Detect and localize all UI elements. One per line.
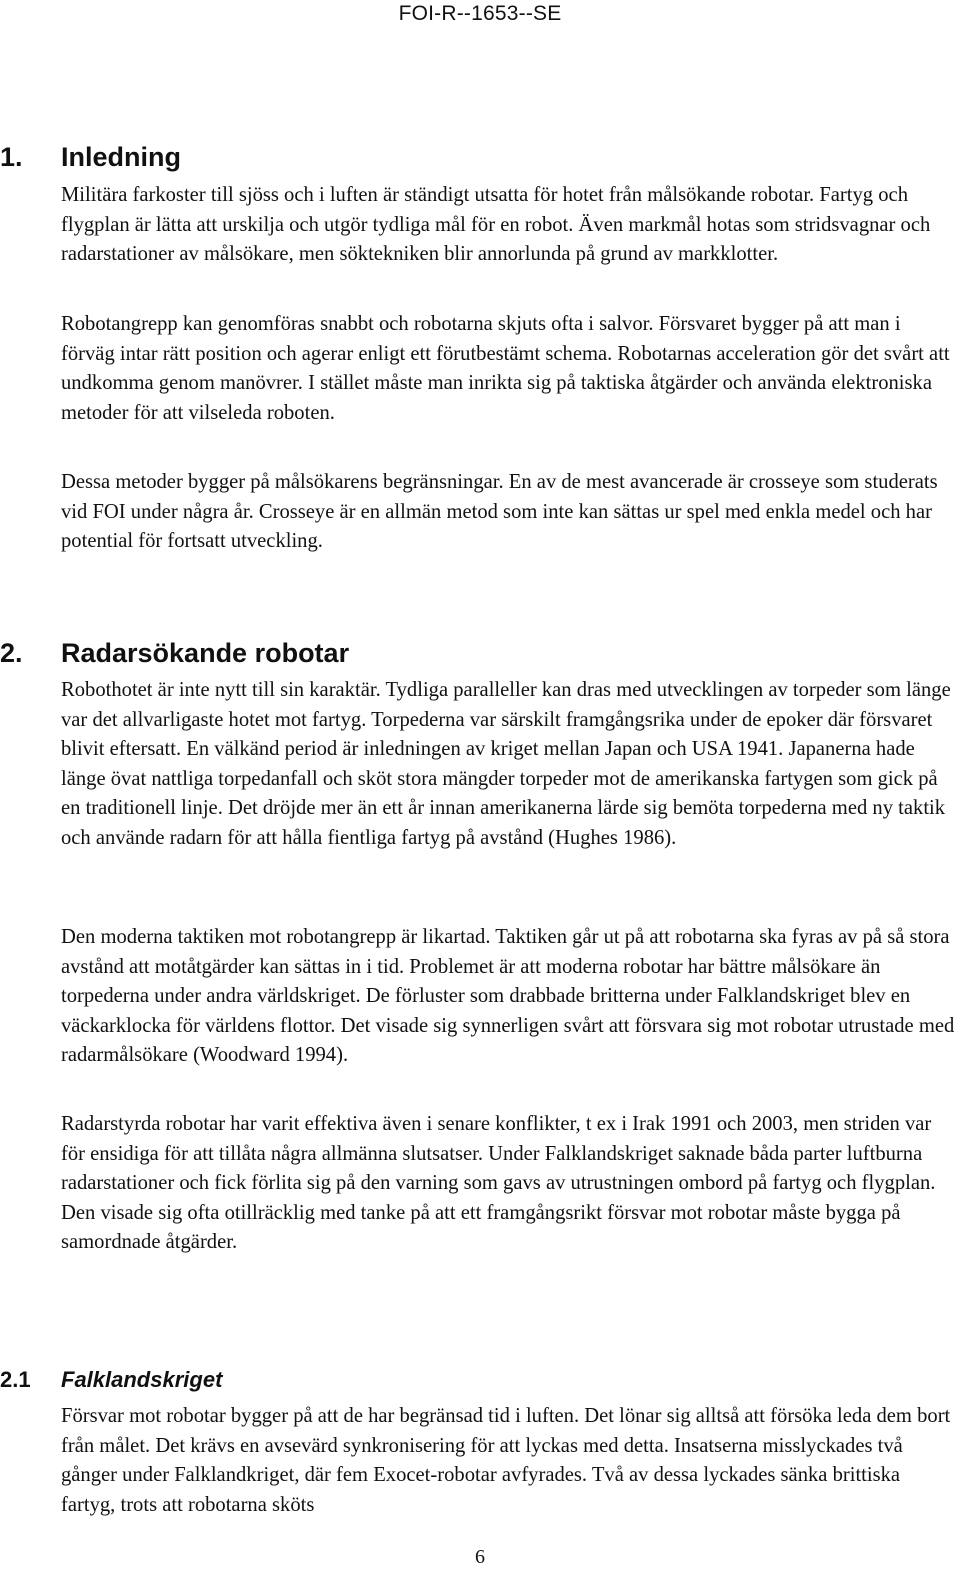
section-number: 2. (0, 638, 23, 668)
paragraph: Militära farkoster till sjöss och i luften är ständigt utsatta för hotet från målsökande robotar. Fartyg och flygplan är lätta att urskilja och utgör tydliga mål för en robot. Även markmål hotas som stridsvagnar och radarstationer av målsökare, men söktekniken blir annorlunda på grund av markklotter. (61, 184, 931, 265)
subsection-title: Falklandskriget (61, 1367, 223, 1392)
subsection-number: 2.1 (0, 1367, 31, 1392)
paragraph: Den moderna taktiken mot robotangrepp är likartad. Taktiken går ut på att robotarna ska fyras av på så stora avstånd att motåtgärder kan sättas in i tid. Problemet är att moderna robotar har bättre målsökare än torpederna under andra världskriget. De förluster som drabbade britterna under Falklandskriget blev en väckarklocka för världens flottor. Det visade sig synnerligen svårt att försvara sig mot robotar utrustade med radarmålsökare (Woodward 1994). (61, 926, 955, 1066)
section-title: Inledning (61, 142, 181, 172)
paragraph: Radarstyrda robotar har varit effektiva även i senare konflikter, t ex i Irak 1991 och 2003, men striden var för ensidiga för att tillåta några allmänna slutsatser. Under Falklandskriget saknade båda parter luftburna radarstationer och fick förlita sig på den varning som gavs av utrustningen ombord på fartyg och flygplan. Den visade sig ofta otillräcklig med tanke på att ett framgångsrikt försvar mot robotar måste bygga på samordnade åtgärder. (61, 1113, 936, 1253)
document-id-header: FOI-R--1653--SE (398, 2, 562, 25)
paragraph: Försvar mot robotar bygger på att de har begränsad tid i luften. Det lönar sig alltså att försöka leda dem bort från målet. Det krävs en avsevärd synkronisering för att lyckas med detta. Insatserna misslyckades två gånger under Falklandkriget, där fem Exocet-robotar avfyrades. Två av dessa lyckades sänka brittiska fartyg, trots att robotarna sköts (61, 1405, 951, 1516)
paragraph: Robotangrepp kan genomföras snabbt och robotarna skjuts ofta i salvor. Försvaret bygger på att man i förväg intar rätt position och agerar enligt ett förutbestämt schema. Robotarnas acceleration gör det svårt att undkomma genom manövrer. I stället måste man inrikta sig på taktiska åtgärder och använda elektroniska metoder för att vilseleda roboten. (61, 313, 950, 424)
page-number: 6 (475, 1546, 485, 1568)
paragraph: Robothotet är inte nytt till sin karaktär. Tydliga paralleller kan dras med utvecklingen av torpeder som länge var det allvarligaste hotet mot fartyg. Torpederna var särskilt framgångsrika under de epoker där försvaret blivit eftersatt. En välkänd period är inledningen av kriget mellan Japan och USA 1941. Japanerna hade länge övat nattliga torpedanfall och sköt stora mängder torpeder mot de amerikanska fartygen som gick på en traditionell linje. Det dröjde mer än ett år innan amerikanerna lärde sig bemöta torpederna med ny taktik och använde radarn för att hålla fientliga fartyg på avstånd (Hughes 1986). (61, 679, 951, 849)
section-title: Radarsökande robotar (61, 638, 350, 668)
section-number: 1. (0, 142, 23, 172)
paragraph: Dessa metoder bygger på målsökarens begränsningar. En av de mest avancerade är crosseye som studerats vid FOI under några år. Crosseye är en allmän metod som inte kan sättas ur spel med enkla medel och har potential för fortsatt utveckling. (61, 471, 938, 552)
